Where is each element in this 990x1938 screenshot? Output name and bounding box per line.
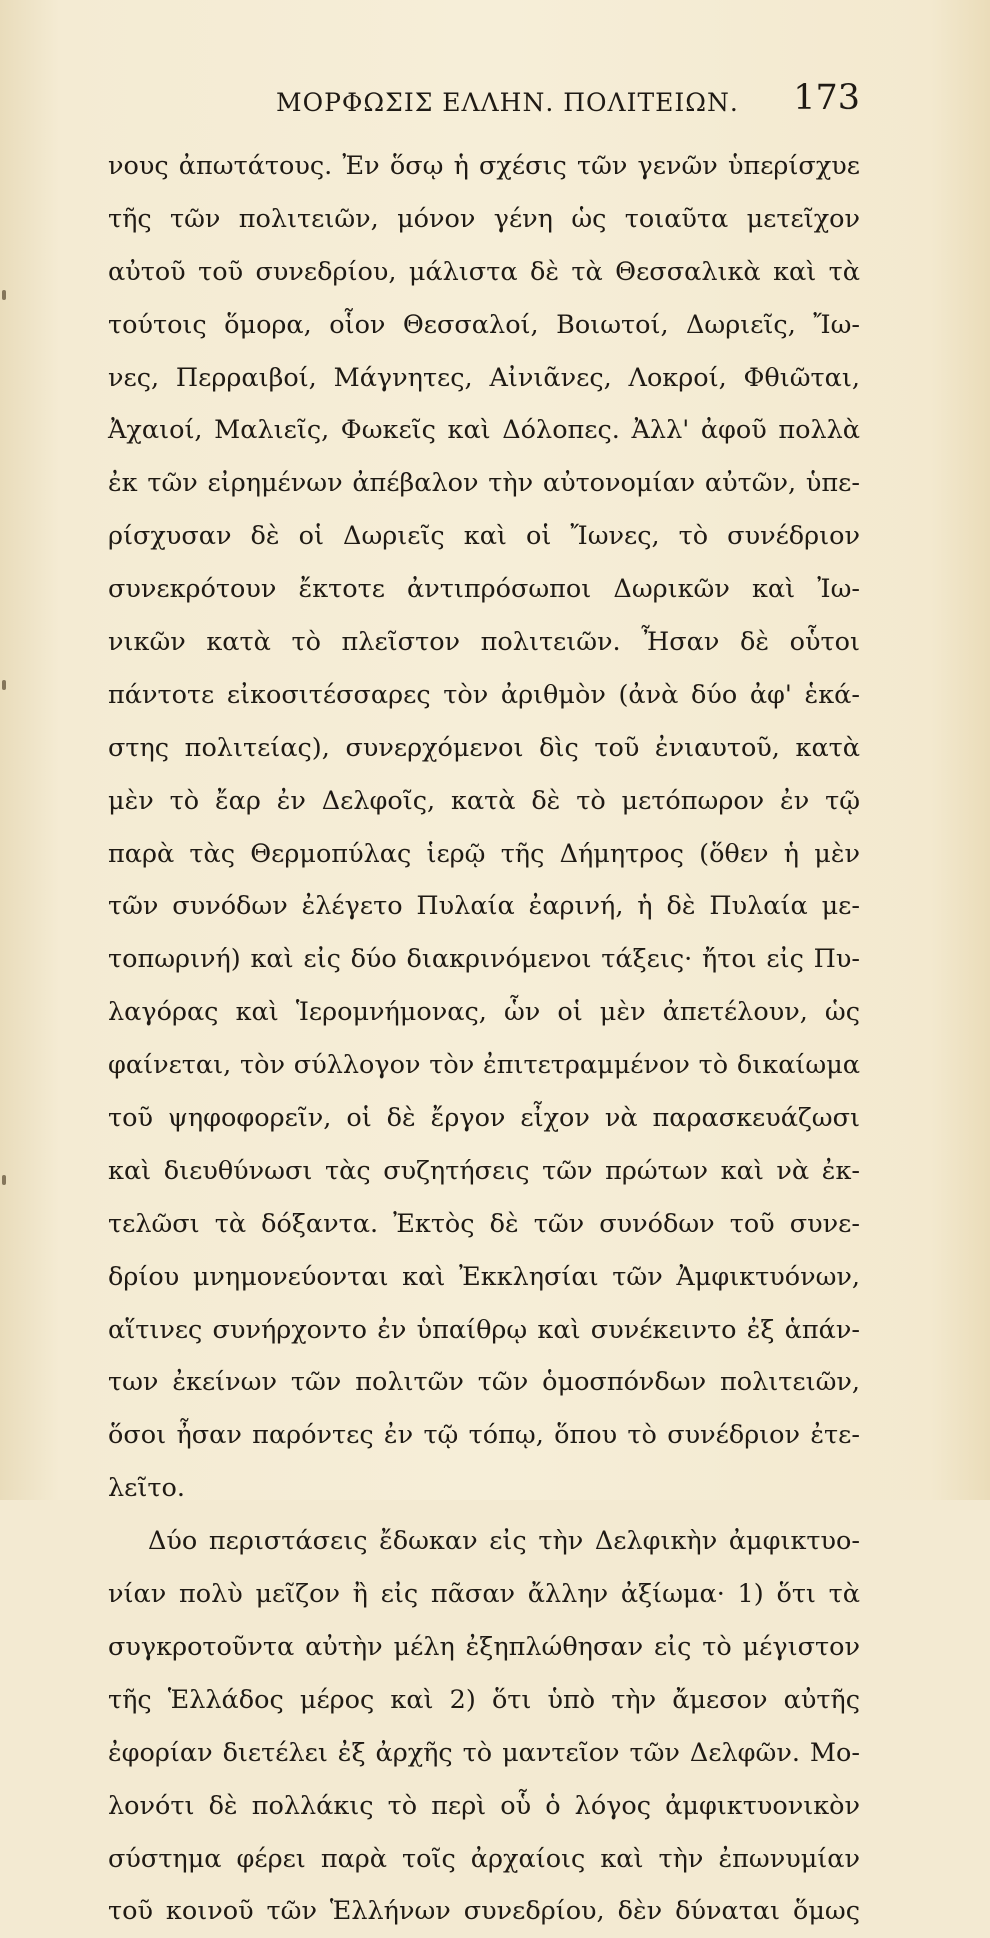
text-line: τῶν συνόδων ἐλέγετο Πυλαία ἐαρινή, ἡ δὲ Πυλαία με- xyxy=(108,891,860,922)
text-line: νίαν πολὺ μεῖζον ἢ εἰς πᾶσαν ἄλλην ἀξίωμα· 1) ὅτι τὰ xyxy=(108,1579,860,1610)
text-line: λονότι δὲ πολλάκις τὸ περὶ οὗ ὁ λόγος ἀμφικτυονικὸν xyxy=(108,1790,860,1821)
page-number: 173 xyxy=(793,78,860,118)
text-line: καὶ διευθύνωσι τὰς συζητήσεις τῶν πρώτων καὶ νὰ ἐκ- xyxy=(108,1155,860,1186)
text-line: ρίσχυσαν δὲ οἱ Δωριεῖς καὶ οἱ Ἴωνες, τὸ συνέδριον xyxy=(108,521,860,552)
text-line: νες, Περραιβοί, Μάγνητες, Αἰνιᾶνες, Λοκροί, Φθιῶται, xyxy=(108,362,860,393)
text-line: συγκροτοῦντα αὐτὴν μέλη ἐξηπλώθησαν εἰς τὸ μέγιστον xyxy=(108,1631,860,1662)
text-line: σύστημα φέρει παρὰ τοῖς ἀρχαίοις καὶ τὴν ἐπωνυμίαν xyxy=(108,1843,860,1874)
text-line: τοῦ ψηφοφορεῖν, οἱ δὲ ἔργον εἶχον νὰ παρασκευάζωσι xyxy=(108,1103,860,1134)
text-line: στης πολιτείας), συνερχόμενοι δὶς τοῦ ἐνιαυτοῦ, κατὰ xyxy=(108,732,860,763)
text-line: αὐτοῦ τοῦ συνεδρίου, μάλιστα δὲ τὰ Θεσσαλικὰ καὶ τὰ xyxy=(108,256,860,287)
body-text xyxy=(108,140,860,1938)
text-line: τοῦ κοινοῦ τῶν Ἑλλήνων συνεδρίου, δὲν δύναται ὅμως xyxy=(108,1896,860,1927)
text-line: Δύο περιστάσεις ἔδωκαν εἰς τὴν Δελφικὴν ἀμφικτυο- xyxy=(148,1526,860,1557)
text-line: τούτοις ὅμορα, οἷον Θεσσαλοί, Βοιωτοί, Δωριεῖς, Ἴω- xyxy=(108,309,860,340)
text-line: λαγόρας καὶ Ἱερομνήμονας, ὧν οἱ μὲν ἀπετέλουν, ὡς xyxy=(108,997,860,1028)
text-line: λεῖτο. xyxy=(108,1473,185,1504)
text-line: αἵτινες συνήρχοντο ἐν ὑπαίθρῳ καὶ συνέκειντο ἐξ ἁπάν- xyxy=(108,1314,860,1345)
page-edge-mark xyxy=(2,1175,6,1185)
text-line: τοπωρινή) καὶ εἰς δύο διακρινόμενοι τάξεις· ἤτοι εἰς Πυ- xyxy=(108,944,860,975)
page-edge-mark xyxy=(2,680,6,690)
text-line: νικῶν κατὰ τὸ πλεῖστον πολιτειῶν. Ἦσαν δὲ οὗτοι xyxy=(108,627,860,658)
text-line: πάντοτε εἰκοσιτέσσαρες τὸν ἀριθμὸν (ἀνὰ δύο ἀφ' ἑκά- xyxy=(108,679,860,710)
text-line: ὅσοι ἦσαν παρόντες ἐν τῷ τόπῳ, ὅπου τὸ συνέδριον ἐτε- xyxy=(108,1420,860,1451)
page-edge-mark xyxy=(2,290,6,300)
text-line: τελῶσι τὰ δόξαντα. Ἐκτὸς δὲ τῶν συνόδων τοῦ συνε- xyxy=(108,1208,860,1239)
running-title: ΜΟΡΦΩΣΙΣ ΕΛΛΗΝ. ΠΟΛΙΤΕΙΩΝ. xyxy=(276,88,739,117)
text-line: των ἐκείνων τῶν πολιτῶν τῶν ὁμοσπόνδων πολιτειῶν, xyxy=(108,1367,860,1398)
text-line: μὲν τὸ ἔαρ ἐν Δελφοῖς, κατὰ δὲ τὸ μετόπωρον ἐν τῷ xyxy=(108,785,860,816)
text-line: φαίνεται, τὸν σύλλογον τὸν ἐπιτετραμμένον τὸ δικαίωμα xyxy=(108,1050,860,1081)
text-line: τῆς Ἑλλάδος μέρος καὶ 2) ὅτι ὑπὸ τὴν ἄμεσον αὐτῆς xyxy=(108,1684,860,1715)
page-header xyxy=(108,78,860,128)
text-line: δρίου μνημονεύονται καὶ Ἐκκλησίαι τῶν Ἀμφικτυόνων, xyxy=(108,1261,860,1292)
text-line: ἐκ τῶν εἰρημένων ἀπέβαλον τὴν αὐτονομίαν αὐτῶν, ὑπε- xyxy=(108,468,860,499)
text-line: παρὰ τὰς Θερμοπύλας ἱερῷ τῆς Δήμητρος (ὅθεν ἡ μὲν xyxy=(108,838,860,869)
text-line: Ἀχαιοί, Μαλιεῖς, Φωκεῖς καὶ Δόλοπες. Ἀλλ' ἀφοῦ πολλὰ xyxy=(108,415,860,446)
text-line: τῆς τῶν πολιτειῶν, μόνον γένη ὡς τοιαῦτα μετεῖχον xyxy=(108,203,860,234)
text-line: νους ἀπωτάτους. Ἐν ὅσῳ ἡ σχέσις τῶν γενῶν ὑπερίσχυε xyxy=(108,151,860,181)
text-line: ἐφορίαν διετέλει ἐξ ἀρχῆς τὸ μαντεῖον τῶν Δελφῶν. Μο- xyxy=(108,1737,860,1768)
text-line: συνεκρότουν ἔκτοτε ἀντιπρόσωποι Δωρικῶν καὶ Ἰω- xyxy=(108,574,860,605)
